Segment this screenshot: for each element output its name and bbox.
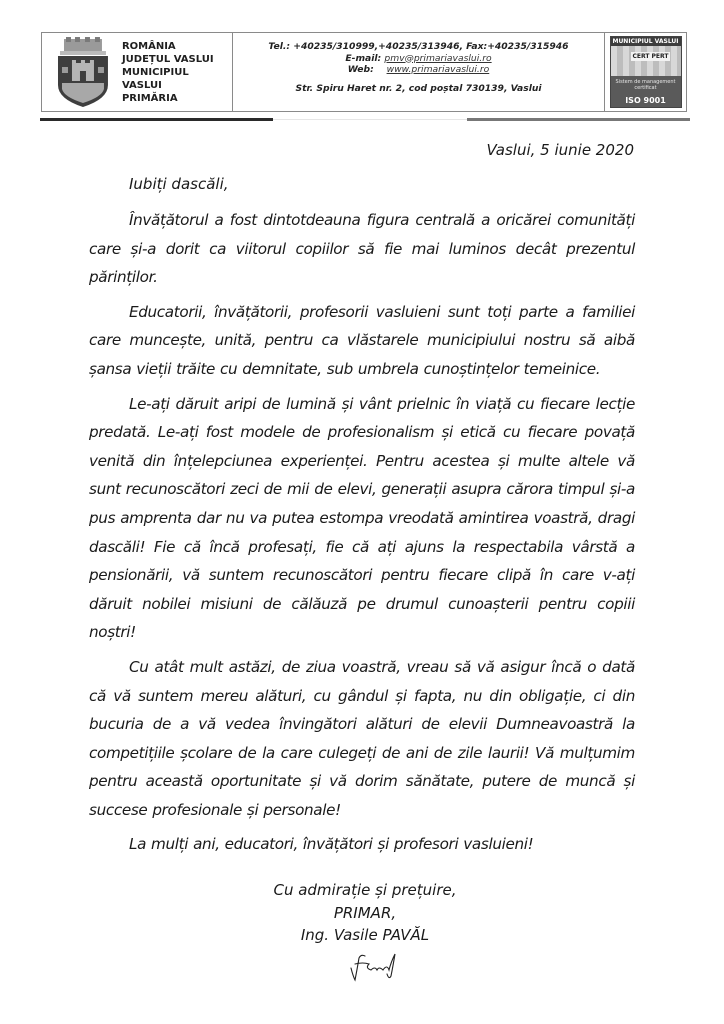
certificate-logo: CERT PERT: [632, 53, 669, 60]
paragraph-5: La mulți ani, educatori, învățători și profesori vasluieni!: [129, 835, 534, 854]
certificate-title: MUNICIPIUL VASLUI: [612, 38, 679, 45]
letterhead-entity-cell: [42, 33, 233, 111]
letter-date: Vaslui, 5 iunie 2020: [486, 141, 634, 159]
email-line: [233, 53, 604, 65]
web-link[interactable]: www.primariavaslui.ro: [386, 64, 490, 75]
letter-body: [89, 206, 635, 859]
paragraph-1: Învățătorul a fost dintotdeauna figura centrală a oricărei comunități care și-a dorit ca viitorul copiilor să fie mai luminos decât prezentul părinților.: [89, 211, 635, 287]
signature-icon: [345, 952, 401, 982]
coat-of-arms-icon: [52, 37, 114, 107]
letter-salutation: Iubiți dascăli,: [129, 175, 229, 193]
iso-certificate-badge: [610, 36, 682, 108]
signer-title: PRIMAR,: [333, 903, 397, 922]
email-label: E-mail:: [345, 52, 382, 64]
header-divider-dark: [40, 118, 273, 121]
paragraph-4: Cu atât mult astăzi, de ziua voastră, vreau să vă asigur încă o dată că vă suntem mereu alături, cu gândul și fapta, nu din obligație, ci din bucuria de a vă vedea învingători alături de elevii Dumneavoastră la competițiile școlare de la care culegeți de ani de zile laurii! Vă mulțumim pentru această oportunitate și vă dorim sănătate, putere de muncă și succese profesionale și personale!: [89, 657, 635, 819]
email-link[interactable]: pmv@primariavaslui.ro: [384, 52, 492, 64]
paragraph-3: Le-ați dăruit aripi de lumină și vânt prielnic în viață cu fiecare lecție predată. Le-ați fost modele de profesionalism și etică cu fiecare povață venită din înțelepciunea experienței. Pentru acestea și multe altele vă sunt recunoscători zeci de mii de elevi, generații asupra cărora timpul și-a pus amprenta dar nu va putea estompa vreodată amintirea voastră, dragi dascăli! Fie că încă profesați, fie că ați ajuns la respectabila vârstă a pensionării, vă suntem recunoscători pentru fiecare clipă în care v-ați dăruit nobilei misiuni de călăuză pe drumul cunoașterii pentru copiii noștri!: [89, 394, 635, 642]
letterhead: [41, 32, 687, 112]
certificate-standard: ISO 9001: [625, 96, 666, 105]
phone-fax-line: Tel.: +40235/310999,+40235/313946, Fax:+40235/315946: [268, 41, 569, 52]
closing-phrase: Cu admirație și prețuire,: [273, 881, 457, 899]
entity-municipality: MUNICIPIUL VASLUI: [121, 66, 189, 91]
web-label: Web:: [347, 64, 374, 75]
entity-name-block: [122, 40, 232, 105]
header-divider-light: [273, 119, 467, 120]
certificate-grid: [611, 46, 681, 76]
letterhead-certificate-cell: [605, 33, 686, 111]
certificate-description: Sistem de management certificat: [615, 79, 676, 91]
paragraph-2: Educatorii, învățătorii, profesorii vasluieni sunt toți parte a familiei care muncește, unită, pentru ca vlăstarele municipiului nostru să aibă șansa vieții trăite cu demnitate, sub umbrela cunoștințelor temeinice.: [89, 302, 635, 378]
address-line: Str. Spiru Haret nr. 2, cod poștal 730139, Vaslui: [295, 82, 542, 94]
header-divider-grey: [467, 118, 690, 121]
signer-name: Ing. Vasile PAVĂL: [300, 926, 430, 944]
entity-county: JUDEȚUL VASLUI: [121, 53, 214, 65]
letterhead-contact-cell: [233, 33, 605, 111]
entity-office: PRIMĂRIA: [121, 92, 178, 104]
entity-country: ROMÂNIA: [121, 40, 176, 52]
letter-closing: [220, 879, 510, 947]
web-line: [233, 64, 604, 76]
